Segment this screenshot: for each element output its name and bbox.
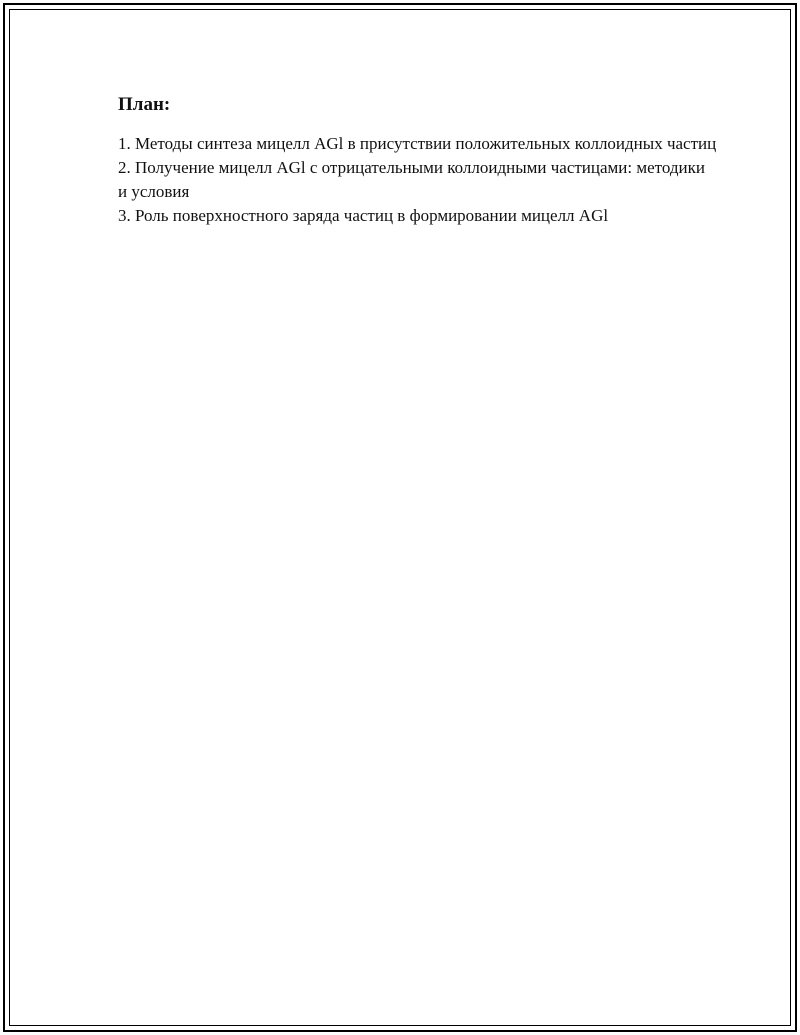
plan-item-2 <box>118 156 718 204</box>
plan-item-number: 3. <box>118 206 131 225</box>
plan-title: План: <box>118 94 171 115</box>
plan-item-text: Роль поверхностного заряда частиц в формировании мицелл AGl <box>135 206 609 225</box>
plan-item-1 <box>118 132 718 156</box>
plan-item-3 <box>118 204 718 228</box>
plan-list <box>118 132 718 228</box>
plan-item-number: 1. <box>118 134 131 153</box>
page-content <box>118 92 718 228</box>
plan-item-text: Получение мицелл AGl с отрицательными коллоидными частицами: методики и условия <box>118 158 705 201</box>
plan-item-number: 2. <box>118 158 131 177</box>
plan-item-text: Методы синтеза мицелл AGl в присутствии положительных коллоидных частиц <box>135 134 717 153</box>
